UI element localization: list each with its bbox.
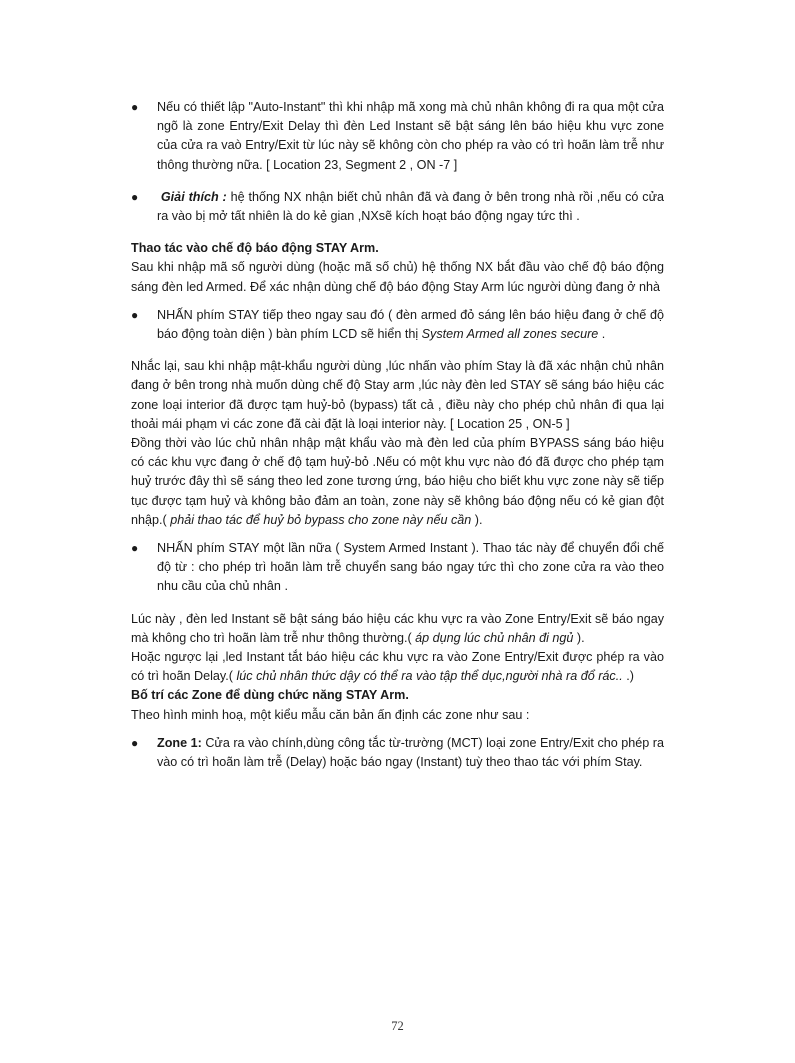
bullet-press-stay-again	[131, 539, 664, 597]
giai-thich-text: hệ thống NX nhận biết chủ nhân đã và đang ở bên trong nhà rồi ,nếu có cửa ra vào bị mở tất nhiên là do kẻ gian ,NXsẽ kích hoạt báo động ngay tức thì .	[157, 189, 665, 224]
stay-arm-intro: Sau khi nhập mã số người dùng (hoặc mã số chủ) hệ thống NX bắt đầu vào chế độ báo động sáng đèn led Armed. Để xác nhận dùng chế độ báo động Stay Arm lúc người dùng đang ở nhà	[131, 260, 664, 294]
para-instant-note: áp dụng lúc chủ nhân đi ngủ	[415, 630, 574, 645]
bullet-press-stay	[131, 306, 664, 344]
bullet-icon: ●	[131, 541, 139, 556]
bullet-icon: ●	[131, 307, 139, 322]
para-bypass-note: phải thao tác để huỷ bỏ bypass cho zone này nếu cần	[170, 512, 472, 527]
zone1-text: Cửa ra vào chính,dùng công tắc từ-trường (MCT) loại zone Entry/Exit cho phép ra vào có trì hoãn làm trễ (Delay) hoặc báo ngay (Instant) tuỳ theo thao tác với phím Stay.	[157, 735, 664, 770]
zone1-label: Zone 1:	[157, 735, 202, 750]
bullet-icon: ●	[131, 735, 139, 750]
press-stay-again-text: NHẤN phím STAY một lần nữa ( System Armed Instant ). Thao tác này để chuyển đổi chế độ từ : cho phép trì hoãn làm trễ chuyển sang báo ngay tức thì cho zone cửa ra vào theo nhu cầu của chủ nhân .	[157, 541, 664, 594]
bullet-zone-1	[131, 734, 664, 772]
press-stay-lcd-message: System Armed all zones secure	[421, 327, 599, 342]
page-number: 72	[391, 1019, 404, 1033]
para-instant-text: Lúc này , đèn led Instant sẽ bật sáng báo hiệu các khu vực ra vào Zone Entry/Exit sẽ báo ngay mà không cho trì hoãn làm trễ như thông thường.(	[131, 611, 664, 645]
auto-instant-text: Nếu có thiết lập "Auto-Instant" thì khi nhập mã xong mà chủ nhân không đi ra qua một cửa ngõ là zone Entry/Exit Delay thì đèn Led Instant sẽ bật sáng lên báo hiệu khu vực zone của cửa ra vaò Entry/Exit từ lúc này sẽ không còn cho phép ra vào có trì hoãn làm trễ như thông thường nữa. [ Location 23, Segment 2 , ON -7 ]	[157, 100, 664, 172]
giai-thich-label: Giải thích :	[160, 189, 227, 204]
para-bypass-end: ).	[471, 512, 483, 527]
para-delay-end: .)	[626, 669, 634, 684]
zones-intro: Theo hình minh hoạ, một kiểu mẫu căn bản ấn định các zone như sau :	[131, 707, 530, 722]
section-title-stay-arm: Thao tác vào chế độ báo động STAY Arm.	[131, 241, 379, 256]
para-delay	[131, 648, 664, 686]
para-delay-note: lúc chủ nhân thức dậy có thể ra vào tập thể dục,người nhà ra đổ rác..	[236, 669, 627, 684]
press-stay-text: NHẤN phím STAY tiếp theo ngay sau đó ( đèn armed đỏ sáng lên báo hiệu đang ở chế độ báo động toàn diện ) bàn phím LCD sẽ hiển thị	[157, 307, 664, 342]
para-repeat: Nhắc lại, sau khi nhập mật-khẩu người dùng ,lúc nhấn vào phím Stay là đã xác nhận chủ nhân đang ở bên trong nhà muốn dùng chế độ Stay arm ,lúc này đèn led STAY sẽ sáng báo hiệu các zone loại interior đã được tạm huỷ-bỏ (bypass) tất cả , điều này cho phép chủ nhân đi qua lại thoải mái phạm vi các zone đã cài đặt là loại interior này. [ Location 25 , ON-5 ]	[131, 359, 664, 431]
document-body	[131, 98, 664, 772]
bullet-auto-instant	[131, 98, 664, 175]
para-bypass	[131, 434, 664, 530]
press-stay-end: .	[598, 327, 606, 342]
section-title-zones: Bố trí các Zone để dùng chức năng STAY Arm.	[131, 688, 409, 703]
para-instant	[131, 610, 664, 648]
para-bypass-text: Đồng thời vào lúc chủ nhân nhập mật khẩu vào mà đèn led của phím BYPASS sáng báo hiệu có các khu vực đang ở chế độ tạm huỷ-bỏ .Nếu có một khu vực nào đó đã được cho phép tạm huỷ trước đây thì sẽ sáng theo led zone tương ứng, báo hiệu cho biết khu vực zone này sẽ tiếp tục được tạm huỷ và không bảo đảm an toàn, zone này sẽ không báo động nếu có kẻ gian đột nhập.(	[131, 436, 664, 527]
bullet-giai-thich	[131, 188, 664, 226]
bullet-icon: ●	[131, 189, 139, 204]
para-delay-text: Hoặc ngược lại ,led Instant tắt báo hiệu các khu vực ra vào Zone Entry/Exit được phép ra vào có trì hoãn Delay.(	[131, 650, 664, 684]
para-instant-end: ).	[573, 630, 585, 645]
bullet-icon: ●	[131, 100, 139, 114]
